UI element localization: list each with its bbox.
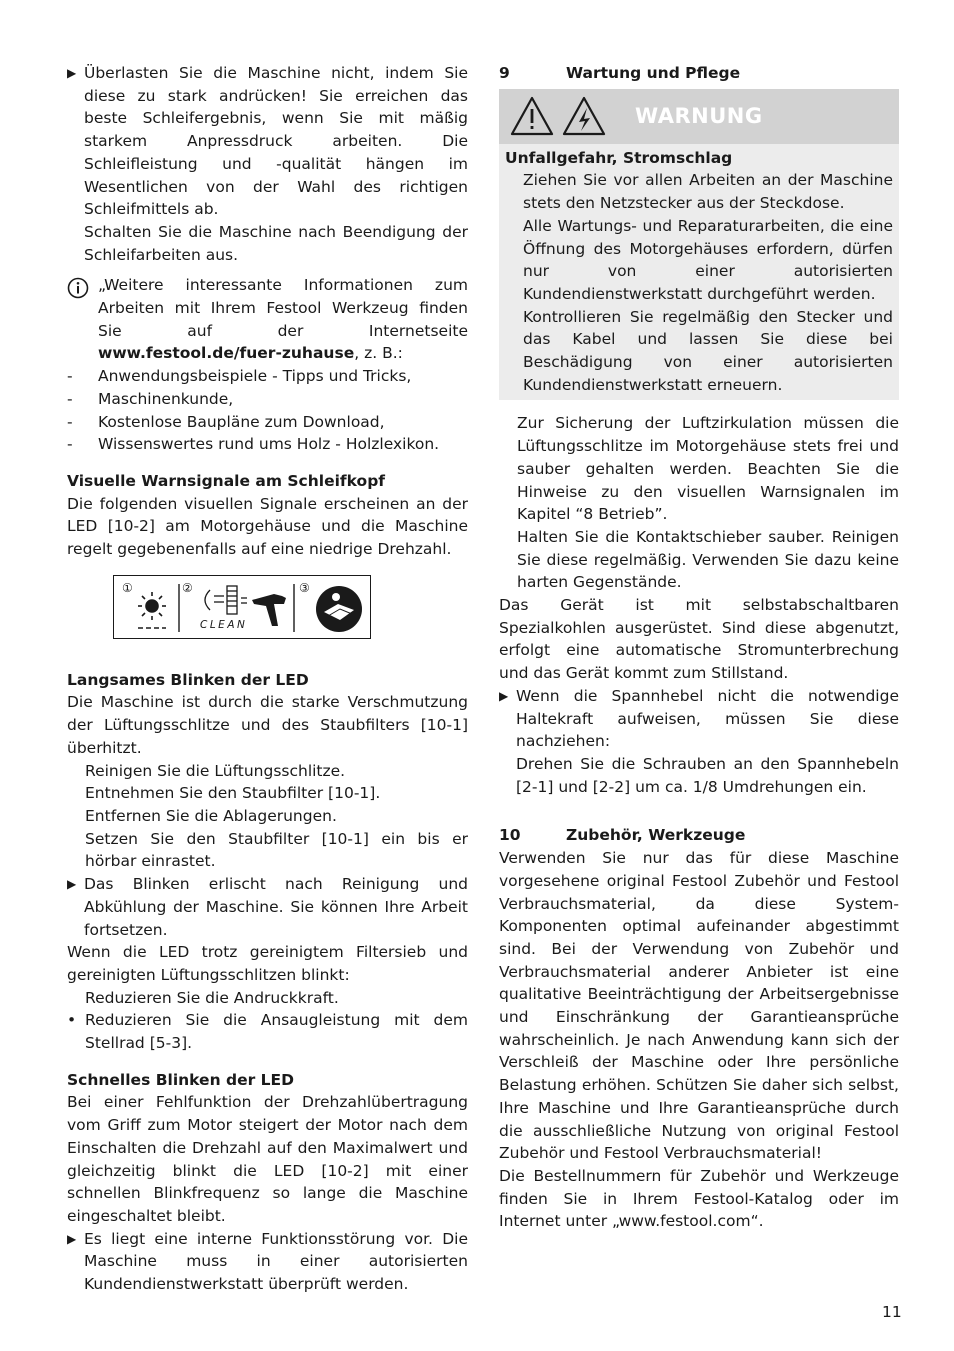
step: Setzen Sie den Staubfilter [10-1] ein bis er hörbar einrastet. [85,829,468,871]
page-number: 11 [882,1303,902,1321]
result-slow: ▶ Das Blinken erlischt nach Reinigung und Abkühlung der Maschine. Sie können Ihre Arbeit fortsetzen. [67,873,468,941]
arrow-icon: ▶ [67,66,77,80]
info-note: „Weitere interessante Informationen zum Arbeiten mit Ihrem Festool Werkzeug finden Sie auf der Internetseite www.festool.de/fuer-zuhause, z. B.: [67,274,468,365]
figure-num-1: ① [122,580,133,595]
arrow-icon: ▶ [499,688,509,703]
dash-list [67,365,468,456]
led-blink-icon [138,592,166,628]
arrow-icon: ▶ [67,877,77,892]
warning-triangle-icon [512,98,552,134]
clean-label: CLEAN [200,618,248,631]
right-column: 9 Wartung und Pflege WARNUNG Unfallgefahr, Stromschlag Ziehen Sie vor allen Arbeiten an der Maschine stets den Netzstecker aus der Steckdose. Alle Wartungs- und Reparaturarbeiten, die eine Öffnung des Motorgehäuses erfordern, dürfen nur von einer autorisierten Kundendienstwerkstatt durchgeführt werden. Kontrollieren Sie regelmäßig den Stecker und das Kabel und lassen Sie diese bei Beschädigung von einer autorisierten Kundendienstwerkstatt erneuern. Zur Sicherung der Luftzirkulation müssen die Lüftungsschlitze im Motorgehäuse stets frei und sauber gehalten werden. Beachten Sie die Hinweise zu den visuellen Warnsignalen im Kapitel “8 Betrieb”. Halten Sie die Kontaktschieber sauber. Reinigen Sie diese regelmäßig. Verwenden Sie dazu keine harten Gegenstände. Das Gerät ist mit selbstabschaltbaren Spezialkohlen ausgerüstet. Sind diese abgenutzt, erfolgt eine automatische Stromunterbrechung und das Gerät kommt zum Stillstand. ▶ Wenn die Spannhebel nicht die notwendige Haltekraft aufweisen, müssen Sie diese nachziehen: Drehen Sie die Schrauben an den Spannhebeln [2-1] und [2-2] um ca. 1/8 Umdrehungen ein. 10 Zubehör, Werkzeuge Verwenden Sie nur das für diese Maschine vorgesehene original Festool Zubehör und Festool Verbrauchsmaterial, da diese System-Komponenten optimal aufeinander abgestimmt sind. Bei der Verwendung von Zubehör und Verbrauchsmaterial anderer Anbieter ist eine qualitative Beeinträchtigung der Arbeitsergebnisse und Einschränkung der Garantieansprüche wahrscheinlich. Je nach Anwendung kann sich der Verschleiß der Maschine oder Ihre persönliche Belastung erhöhen. Schützen Sie daher sich selbst, Ihre Maschine und Ihre Garantieansprüche durch die ausschließliche Nutzung von original Festool Zubehör und Festool Verbrauchsmaterial! Die Bestellnummern für Zubehör und Werkzeuge finden Sie in Ihrem Festool-Katalog oder im Internet unter „www.festool.com“. [499,64,899,1231]
info-icon [67,274,98,365]
warning-box [499,89,899,401]
list-item: - Maschinenkunde, [67,389,234,408]
warning-label: WARNUNG [635,103,763,128]
step: Reduzieren Sie die Andruckkraft. [85,988,339,1007]
warning-header [499,89,899,144]
instruction-overload: ▶ Überlasten Sie die Maschine nicht, indem Sie diese zu stark andrücken! Sie erreichen das beste Schleifergebnis, wenn Sie mit mäßig starkem Anpressdruck arbeiten. Die Schleifleistung und -qualität hängen im Wesentlichen von der Wahl des richtigen Schleifmittels ab. Schalten Sie die Maschine nach Beendigung der Schleifarbeiten aus. [67,62,468,266]
figure-num-2: ② [182,580,193,595]
section-10-heading: 10 Zubehör, Werkzeuge [499,826,746,845]
instruction-lever: ▶ Wenn die Spannhebel nicht die notwendige Haltekraft aufweisen, müssen Sie diese nachziehen: Drehen Sie die Schrauben an den Spannhebeln [2-1] und [2-2] um ca. 1/8 Umdrehungen ein. [499,685,899,799]
left-column: ▶ Überlasten Sie die Maschine nicht, indem Sie diese zu stark andrücken! Sie erreichen das beste Schleifergebnis, wenn Sie mit mäßig starkem Anpressdruck arbeiten. Die Schleifleistung und -qualität hängen im Wesentlichen von der Wahl des richtigen Schleifmittels ab. Schalten Sie die Maschine nach Beendigung der Schleifarbeiten aus. „Weitere interessante Informationen zum Arbeiten mit Ihrem Festool Werkzeug finden Sie auf der Internetseite www.festool.de/fuer-zuhause, z. B.: - Anwendungsbeispiele - Tipps und Tricks, - Maschinenkunde, - Kostenlose Baupläne zum Download, - Wissenswertes rund ums Holz - Holzlexikon. Visuelle Warnsignale am Schleifkopf Die folgenden visuellen Signale erscheinen an der LED [10-2] am Motorgehäuse und die Maschine regelt gegebenenfalls auf eine niedrige Drehzahl. ① ② CLEAN ③ Langsames Blinken der LED Die Maschine ist durch die starke Verschmutzung der Lüftungsschlitze und des Staubfilters [10-1] überhitzt. Reinigen Sie die Lüftungsschlitze. Entnehmen Sie den Staubfilter [10-1]. Entfernen Sie die Ablagerungen. Setzen Sie den Staubfilter [10-1] ein bis er hörbar einrastet. ▶ Das Blinken erlischt nach Reinigung und Abkühlung der Maschine. Sie können Ihre Arbeit fortsetzen. Wenn die LED trotz gereinigtem Filtersieb und gereinigten Lüftungsschlitzen blinkt: Reduzieren Sie die Andruckkraft. • Reduzieren Sie die Ansaugleistung mit dem Stellrad [5-3]. Schnelles Blinken der LED Bei einer Fehlfunktion der Drehzahlübertragung vom Griff zum Motor steigert der Motor nach dem Einschalten die Drehzahl auf den Maximalwert und gleichzeitig blinkt die LED [10-2] mit einer schnellen Blinkfrequenz so lange die Maschine eingeschaltet bleibt. ▶ Es liegt eine interne Funktionsstörung vor. Die Maschine muss in einer autorisierten Kundendienstwerkstatt überprüft werden. [67,62,468,1296]
air-gun-icon [252,594,286,626]
electric-shock-icon [564,98,604,134]
step: Reinigen Sie die Lüftungsschlitze. [85,761,346,780]
warning-icons [509,94,609,138]
figure-num-3: ③ [299,580,310,595]
result-fast: ▶ Es liegt eine interne Funktionsstörung vor. Die Maschine muss in einer autorisierten Kundendienstwerkstatt überprüft werden. [67,1228,468,1296]
section-9-heading: 9 Wartung und Pflege [499,64,741,82]
list-item: - Wissenswertes rund ums Holz - Holzlexikon. [67,435,440,454]
festool-link[interactable]: www.festool.de/fuer-zuhause [98,344,355,363]
list-item: - Anwendungsbeispiele - Tipps und Tricks, [67,367,412,386]
heading-fast-blink: Schnelles Blinken der LED [67,1070,294,1089]
read-manual-icon [316,586,362,632]
heading-slow-blink: Langsames Blinken der LED [67,670,309,689]
air-clean-icon [205,586,247,614]
heading-visual-signals: Visuelle Warnsignale am Schleifkopf [67,471,386,490]
step: Entfernen Sie die Ablagerungen. [85,806,337,825]
list-item: - Kostenlose Baupläne zum Download, [67,412,385,431]
warning-subtitle: Unfallgefahr, Stromschlag [505,148,733,167]
led-signal-figure [113,575,371,639]
warning-body: Unfallgefahr, Stromschlag Ziehen Sie vor allen Arbeiten an der Maschine stets den Netzstecker aus der Steckdose. Alle Wartungs- und Reparaturarbeiten, die eine Öffnung des Motorgehäuses erfordern, dürfen nur von einer autorisierten Kundendienstwerkstatt durchgeführt werden. Kontrollieren Sie regelmäßig den Stecker und das Kabel und lassen Sie diese bei Beschädigung von einer autorisierten Kundendienstwerkstatt erneuern. [505,148,893,394]
bullet-item: • Reduzieren Sie die Ansaugleistung mit dem Stellrad [5-3]. [67,1011,468,1053]
arrow-icon: ▶ [67,1231,77,1246]
step: Entnehmen Sie den Staubfilter [10-1]. [85,784,381,803]
